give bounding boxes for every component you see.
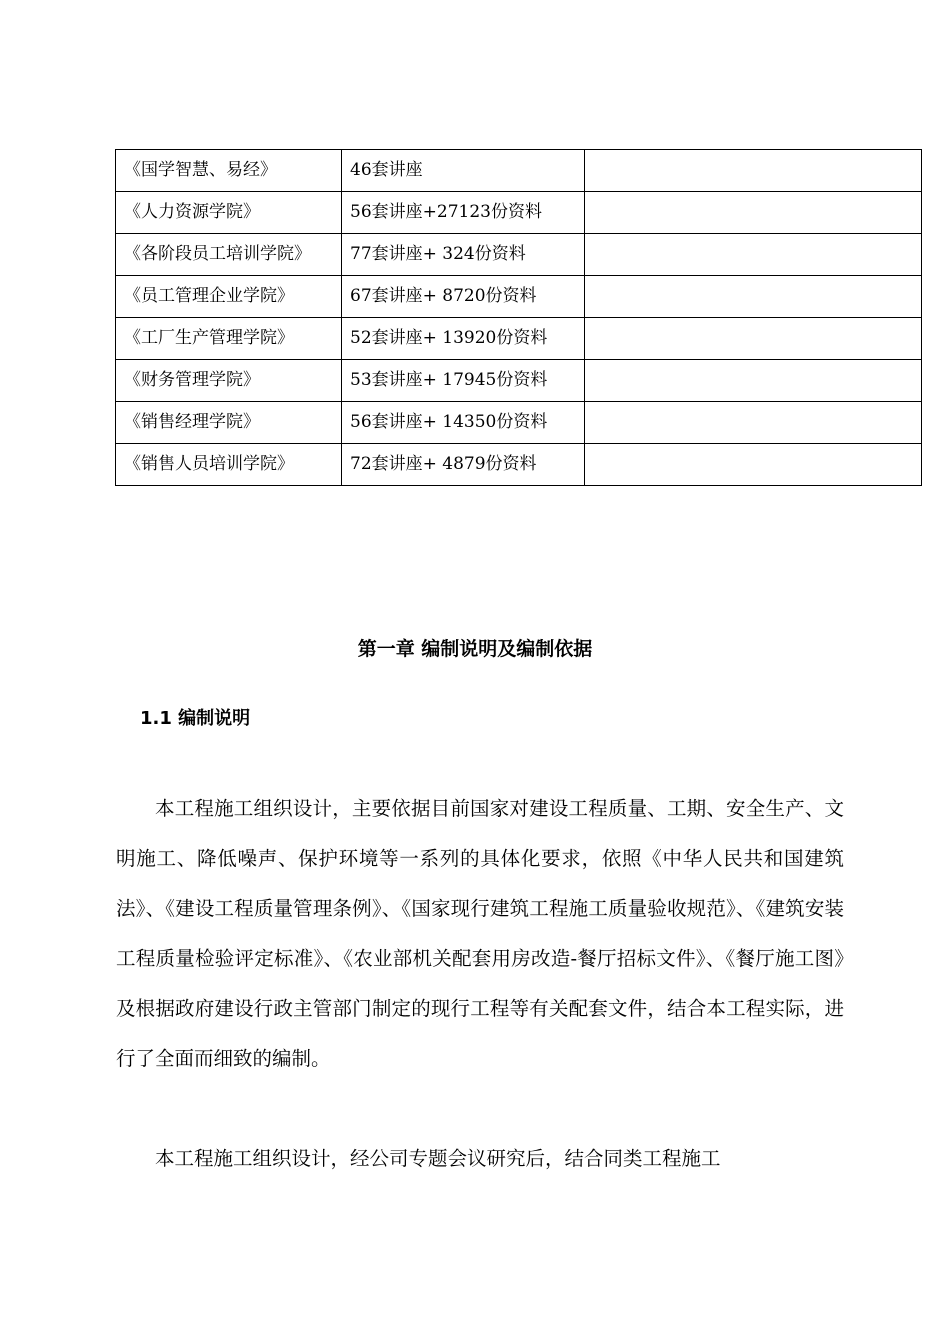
section-title: 1.1 编制说明	[140, 708, 251, 729]
course-name-cell: 《工厂生产管理学院》	[116, 318, 342, 360]
course-content-cell: 67套讲座+ 8720份资料	[342, 276, 585, 318]
body-paragraph: 本工程施工组织设计，主要依据目前国家对建设工程质量、工期、安全生产、文明施工、降低噪声、保护环境等一系列的具体化要求，依照《中华人民共和国建筑法》、《建设工程质量管理条例》、《国家现行建筑工程施工质量验收规范》、《建筑安装工程质量检验评定标准》、《农业部机关配套用房改造-餐厅招标文件》、《餐厅施工图》及根据政府建设行政主管部门制定的现行工程等有关配套文件，结合本工程实际，进行了全面而细致的编制。	[116, 797, 844, 1070]
table-row	[116, 318, 922, 360]
table-row	[116, 234, 922, 276]
course-content-cell: 56套讲座+ 14350份资料	[342, 402, 585, 444]
course-name-cell: 《员工管理企业学院》	[116, 276, 342, 318]
course-note-cell	[585, 276, 922, 318]
course-content-cell: 46套讲座	[342, 150, 585, 192]
table-row	[116, 276, 922, 318]
course-content-cell: 72套讲座+ 4879份资料	[342, 444, 585, 486]
course-content-cell: 53套讲座+ 17945份资料	[342, 360, 585, 402]
course-note-cell	[585, 318, 922, 360]
course-name-cell: 《财务管理学院》	[116, 360, 342, 402]
course-content-cell: 56套讲座+27123份资料	[342, 192, 585, 234]
course-name-cell: 《销售经理学院》	[116, 402, 342, 444]
catalog-table	[115, 149, 922, 486]
course-name-cell: 《各阶段员工培训学院》	[116, 234, 342, 276]
table-row	[116, 192, 922, 234]
course-note-cell	[585, 444, 922, 486]
body-paragraph: 本工程施工组织设计，经公司专题会议研究后，结合同类工程施工	[155, 1147, 721, 1170]
course-content-cell: 52套讲座+ 13920份资料	[342, 318, 585, 360]
course-name-cell: 《国学智慧、易经》	[116, 150, 342, 192]
table-row	[116, 402, 922, 444]
course-note-cell	[585, 360, 922, 402]
table-row	[116, 444, 922, 486]
table-row	[116, 360, 922, 402]
course-name-cell: 《销售人员培训学院》	[116, 444, 342, 486]
course-note-cell	[585, 402, 922, 444]
course-content-cell: 77套讲座+ 324份资料	[342, 234, 585, 276]
course-note-cell	[585, 234, 922, 276]
course-note-cell	[585, 150, 922, 192]
chapter-title: 第一章 编制说明及编制依据	[357, 638, 593, 660]
course-note-cell	[585, 192, 922, 234]
table-row	[116, 150, 922, 192]
course-name-cell: 《人力资源学院》	[116, 192, 342, 234]
